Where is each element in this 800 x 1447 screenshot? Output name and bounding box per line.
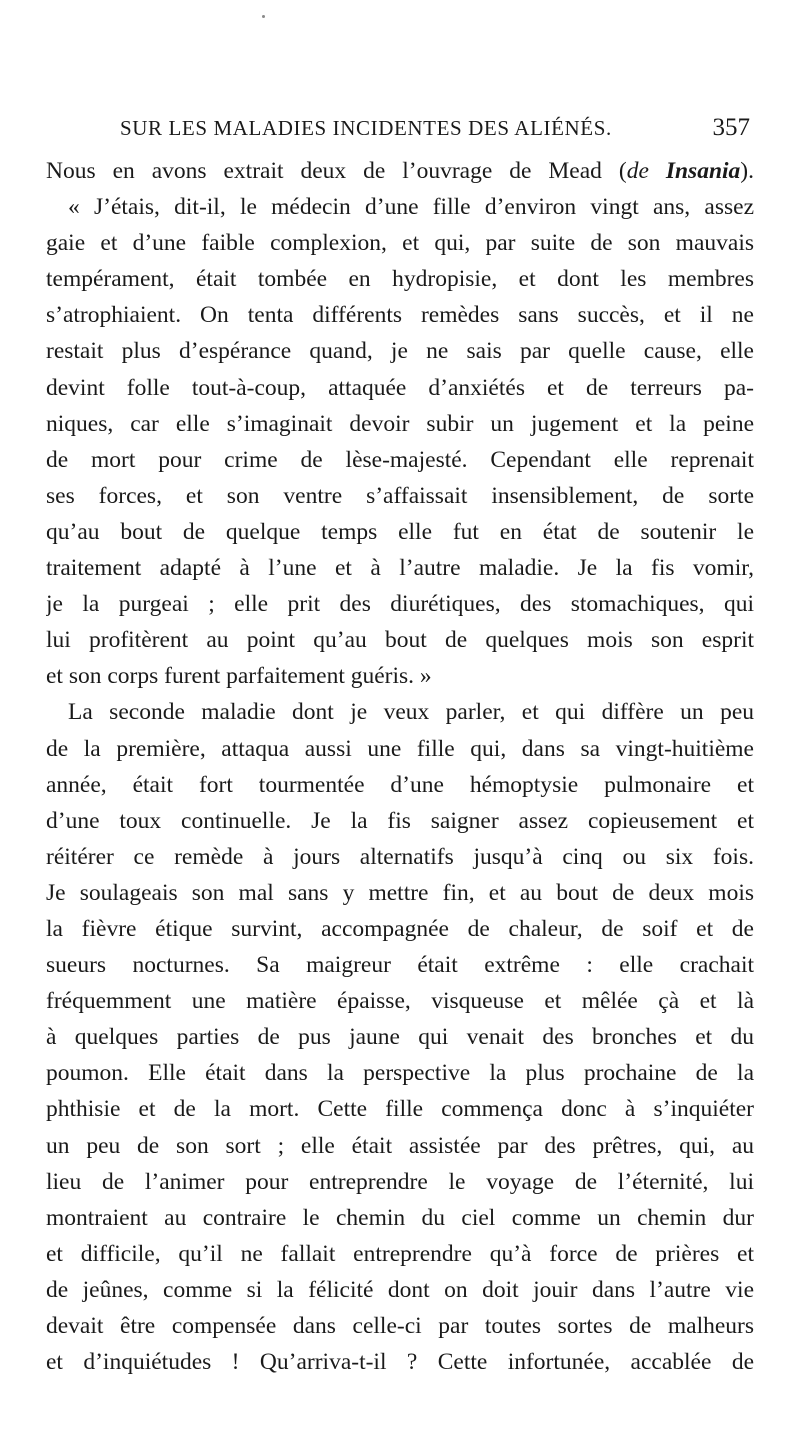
text-line: niques, car elle s’imaginait devoir subir un jugement et la peine	[46, 410, 754, 437]
page-number: 357	[712, 114, 750, 141]
text-line: sueurs nocturnes. Sa maigreur était extrême : elle crachait	[46, 952, 754, 979]
text-line: année, était fort tourmentée d’une hémoptysie pulmonaire et	[46, 771, 754, 798]
text-line: et son corps furent parfaitement guéris. »	[46, 663, 432, 690]
running-head	[120, 114, 750, 144]
text-line: traitement adapté à l’une et à l’autre maladie. Je la fis vomir,	[46, 555, 754, 582]
text-line: de la première, attaqua aussi une fille qui, dans sa vingt-huitième	[46, 735, 754, 762]
text-line: restait plus d’espérance quand, je ne sais par quelle cause, elle	[46, 338, 754, 365]
text-line: qu’au bout de quelque temps elle fut en état de soutenir le	[46, 518, 754, 545]
text-line: et difficile, qu’il ne fallait entreprendre qu’à force de prières et	[46, 1240, 754, 1267]
text-line: devait être compensée dans celle-ci par toutes sortes de malheurs	[46, 1313, 754, 1339]
text-line: lui profitèrent au point qu’au bout de quelques mois son esprit	[46, 627, 754, 654]
text-line: un peu de son sort ; elle était assistée par des prêtres, qui, au	[46, 1132, 754, 1159]
text-line	[46, 153, 754, 189]
text-line: fréquemment une matière épaisse, visqueuse et mêlée çà et là	[46, 988, 754, 1015]
text-line: ses forces, et son ventre s’affaissait insensiblement, de sorte	[46, 482, 754, 509]
running-head-title: SUR LES MALADIES INCIDENTES DES ALIÉNÉS.	[120, 116, 612, 140]
text-line: de jeûnes, comme si la félicité dont on doit jouir dans l’autre vie	[46, 1276, 754, 1303]
text-line: réitérer ce remède à jours alternatifs jusqu’à cinq ou six fois.	[46, 843, 754, 870]
text-line: s’atrophiaient. On tenta différents remèdes sans succès, et il ne	[46, 302, 754, 329]
text-line: montraient au contraire le chemin du ciel comme un chemin dur	[46, 1204, 754, 1231]
text-run: Nous en avons extrait deux de l’ouvrage de Mead (	[46, 158, 627, 184]
text-line: de mort pour crime de lèse-majesté. Cependant elle reprenait	[46, 446, 754, 473]
text-line: La seconde maladie dont je veux parler, et qui diffère un peu	[68, 699, 754, 726]
text-line: « J’étais, dit-il, le médecin d’une fille d’environ vingt ans, assez	[68, 194, 754, 221]
text-line: la fièvre étique survint, accompagnée de chaleur, de soif et de	[46, 915, 754, 942]
text-line: gaie et d’une faible complexion, et qui, par suite de son mauvais	[46, 230, 754, 257]
text-line: lieu de l’animer pour entreprendre le voyage de l’éternité, lui	[46, 1168, 754, 1195]
body-text	[46, 153, 754, 1380]
text-line: devint folle tout-à-coup, attaquée d’anxiétés et de terreurs pa-	[46, 374, 754, 401]
text-line: à quelques parties de pus jaune qui venait des bronches et du	[46, 1024, 754, 1051]
text-line: tempérament, était tombée en hydropisie, et dont les membres	[46, 266, 754, 293]
text-line: je la purgeai ; elle prit des diurétiques, des stomachiques, qui	[46, 591, 754, 618]
book-title: Insania	[665, 158, 741, 184]
ink-speck	[262, 15, 265, 18]
text-line: phthisie et de la mort. Cette fille commença donc à s’inquiéter	[46, 1096, 754, 1123]
text-line: et d’inquiétudes ! Qu’arriva-t-il ? Cette infortunée, accablée de	[46, 1349, 754, 1376]
italic-text: de	[626, 158, 666, 184]
text-line: d’une toux continuelle. Je la fis saigner assez copieusement et	[46, 807, 754, 834]
text-run: ).	[740, 158, 754, 184]
text-line: Je soulageais son mal sans y mettre fin, et au bout de deux mois	[46, 879, 754, 906]
text-line: poumon. Elle était dans la perspective la plus prochaine de la	[46, 1060, 754, 1087]
